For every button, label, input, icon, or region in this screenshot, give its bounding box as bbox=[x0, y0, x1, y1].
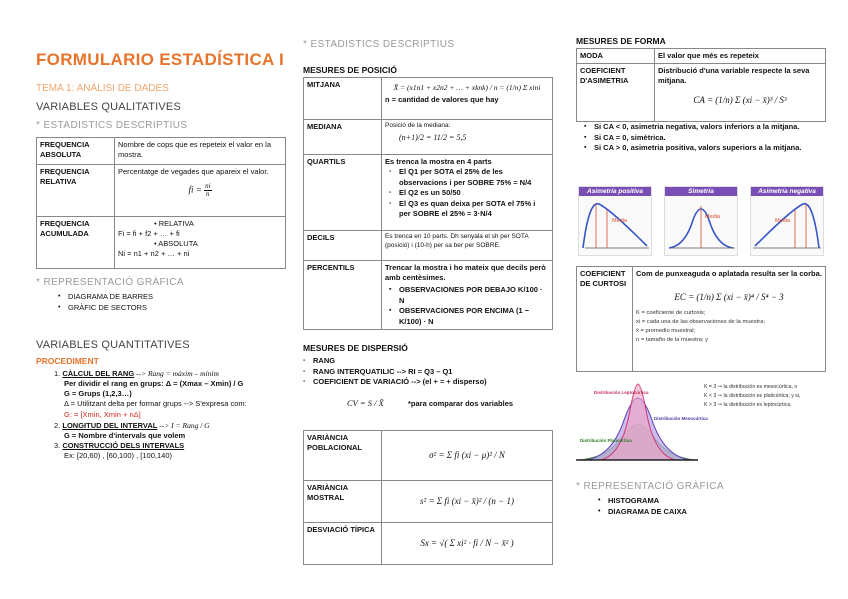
kurt-label-meso: Distribución Mesocúrtica bbox=[654, 416, 708, 421]
curt-legend-line: xi = cada una de las observaciones de la muestra; bbox=[636, 319, 766, 326]
table-row bbox=[304, 120, 553, 155]
ca-cell bbox=[655, 64, 826, 122]
cv-formula: CV = S / X̄ bbox=[347, 398, 384, 408]
table-row bbox=[577, 267, 826, 372]
curt-cell bbox=[633, 267, 826, 372]
asym-positive-figure bbox=[578, 186, 652, 256]
table-row bbox=[577, 49, 826, 64]
kurtosis-curves bbox=[576, 380, 708, 468]
quartils-list bbox=[385, 167, 549, 220]
mediana-key: MEDIANA bbox=[304, 120, 382, 155]
asym-positive-curve bbox=[579, 196, 651, 252]
vars-quant-heading: VARIABLES QUANTITATIVES bbox=[36, 339, 190, 351]
media-label: Media bbox=[775, 218, 790, 224]
desv-key: DESVIACIÓ TÍPICA bbox=[304, 523, 382, 565]
posicio-table bbox=[303, 77, 553, 330]
list-item: • DIAGRAMA DE BARRES bbox=[54, 292, 153, 303]
step-rest: --> Rang = màxim – mínim bbox=[134, 369, 219, 378]
asym-symmetric-figure bbox=[664, 186, 738, 256]
acum-rel-label: • RELATIVA bbox=[154, 219, 194, 228]
table-row bbox=[304, 231, 553, 261]
var-pob-key: VARIÀNCIA POBLACIONAL bbox=[304, 431, 382, 481]
step1-d: G: = [Xmin, Xmin + nΔ] bbox=[64, 409, 141, 419]
steps-block bbox=[54, 369, 286, 461]
page-title: FORMULARIO ESTADÍSTICA I bbox=[36, 50, 285, 69]
mitjana-cell bbox=[382, 78, 553, 120]
forma-table bbox=[576, 48, 826, 122]
graf-list bbox=[54, 292, 153, 313]
table-row bbox=[304, 481, 553, 523]
list-item: - El Q2 es un 50/50 bbox=[385, 188, 549, 199]
ca-key: COEFICIENT D'ASIMETRIA bbox=[577, 64, 655, 122]
asym-title: Asimetría negativa bbox=[751, 187, 823, 196]
step-2 bbox=[54, 421, 286, 431]
kurt-notes bbox=[704, 383, 826, 410]
formula-den: n bbox=[206, 190, 210, 199]
acum-abs-formula: Ni = n1 + n2 + … + ni bbox=[118, 249, 190, 259]
kurtosis-figure bbox=[576, 380, 826, 468]
kurt-note: K < 3 ⇒ la distribución es platicúrtica; y si, bbox=[704, 392, 801, 399]
step-num: 3. bbox=[54, 440, 61, 450]
ca-list bbox=[580, 122, 816, 154]
var-mos-key: VARIÀNCIA MOSTRAL bbox=[304, 481, 382, 523]
moda-val: El valor que més es repeteix bbox=[655, 49, 826, 64]
step-num: 2. bbox=[54, 420, 61, 430]
mediana-line1: Posició de la mediana: bbox=[385, 122, 451, 129]
step-3 bbox=[54, 441, 286, 451]
acum-abs-label: • ABSOLUTA bbox=[154, 239, 198, 249]
table-row bbox=[577, 64, 826, 122]
disp-list bbox=[299, 356, 487, 388]
moda-key: MODA bbox=[577, 49, 655, 64]
quartils-intro: Es trenca la mostra en 4 parts bbox=[385, 157, 492, 166]
asym-negative-figure bbox=[750, 186, 824, 256]
freq-acum-cell bbox=[115, 217, 286, 269]
list-item: - COEFICIENT DE VARIACIÓ --> (el + = + disperso) bbox=[299, 377, 487, 388]
quartils-cell bbox=[382, 155, 553, 231]
table-row bbox=[37, 138, 286, 165]
freq-acum-key: FREQUENCIA ACUMULADA bbox=[37, 217, 115, 269]
acum-rel-formula: Fi = fi + f2 + … + fi bbox=[118, 229, 180, 239]
mitjana-key: MITJANA bbox=[304, 78, 382, 120]
list-item: • HISTOGRAMA bbox=[594, 496, 687, 507]
freq-rel-val: Percentatge de vegades que apareix el valor. bbox=[118, 167, 269, 176]
freq-rel-key: FREQUENCIA RELATIVA bbox=[37, 165, 115, 217]
tema-heading: TEMA 1: ANÀLISI DE DADES bbox=[36, 83, 169, 94]
asym-symmetric-curve bbox=[665, 196, 737, 252]
step1-a: Per dividir el rang en grups: Δ = (Xmax – Xmin) / G bbox=[64, 379, 244, 389]
freq-rel-formula bbox=[118, 177, 282, 202]
formula-num: ni bbox=[205, 182, 211, 191]
cv-note: *para comparar dos variables bbox=[407, 399, 514, 408]
est-desc-heading: * ESTADISTICS DESCRIPTIUS bbox=[36, 120, 188, 131]
list-item: - El Q3 es quan deixa per SOTA el 75% i per SOBRE el 25% = 3·N/4 bbox=[385, 199, 549, 220]
curt-legend-line: x̄ = promedio muestral; bbox=[636, 328, 696, 335]
ca-val: Distribució d'una variable respecte la seva mitjana. bbox=[658, 66, 810, 86]
decils-key: DECILS bbox=[304, 231, 382, 261]
list-item: ▪ Si CA < 0, asimetria negativa, valors inferiors a la mitjana. bbox=[580, 122, 816, 133]
curtosi-table bbox=[576, 266, 826, 372]
list-item: • GRÀFIC DE SECTORS bbox=[54, 303, 153, 314]
step1-c: Δ = Utilitzant delta per formar grups --> S'expresa com: bbox=[64, 399, 247, 409]
formula-fraction bbox=[204, 183, 211, 198]
desv-cell bbox=[382, 523, 553, 565]
asym-title: Asimetría positiva bbox=[579, 187, 651, 196]
rep-graf-heading-2: * REPRESENTACIÓ GRÀFICA bbox=[576, 481, 724, 492]
freq-abs-val: Nombre de cops que es repeteix el valor en la mostra. bbox=[115, 138, 286, 165]
percentils-intro: Trencar la mostra i ho mateix que decils però amb centèsimes. bbox=[385, 263, 546, 283]
rep-graf-heading: * REPRESENTACIÓ GRÀFICA bbox=[36, 277, 184, 288]
curt-val: Com de punxeaguda o aplatada resulta ser la corba. bbox=[636, 269, 822, 278]
curt-legend-line: n = tamaño de la muestra; y bbox=[636, 337, 709, 344]
freq-rel-cell bbox=[115, 165, 286, 217]
formula-lhs: fi = bbox=[188, 184, 202, 195]
mesures-disp-heading: MESURES DE DISPERSIÓ bbox=[303, 343, 408, 353]
step-title: LONGITUD DEL INTERVAL bbox=[62, 420, 158, 430]
step2-a: G = Nombre d'intervals que volem bbox=[64, 430, 186, 440]
vars-qual-heading: VARIABLES QUALITATIVES bbox=[36, 101, 181, 113]
procediment-heading: PROCEDIMENT bbox=[36, 356, 99, 366]
percentils-list bbox=[385, 285, 549, 327]
var-mos-formula: s² = Σ fi (xi − x̄)² / (n − 1) bbox=[420, 496, 514, 507]
asym-title: Simetría bbox=[665, 187, 737, 196]
var-pob-formula: σ² = Σ fi (xi − μ)² / N bbox=[429, 450, 505, 461]
mediana-cell bbox=[382, 120, 553, 155]
cv-block bbox=[347, 398, 547, 408]
table-row bbox=[304, 431, 553, 481]
mesures-pos-heading: MESURES DE POSICIÓ bbox=[303, 65, 397, 75]
step-rest: --> I = Rang / G bbox=[157, 420, 210, 430]
decils-val: Es trenca en 10 parts. Dh senyala el sh per SOTA (posició) i (10-h) per sa ber per SOBRE. bbox=[382, 231, 553, 261]
mesures-forma-heading: MESURES DE FORMA bbox=[576, 36, 666, 46]
table-row bbox=[304, 155, 553, 231]
acum-rel-text: RELATIVA bbox=[158, 219, 194, 228]
mediana-line2: (n+1)/2 = 11/2 = 5,5 bbox=[399, 132, 467, 142]
curt-formula: EC = (1/n) Σ (xi − x̄)⁴ / S⁴ − 3 bbox=[674, 292, 784, 303]
list-item: ▪ Si CA > 0, asimetria positiva, valors superiors a la mitjana. bbox=[580, 143, 816, 154]
var-mos-cell bbox=[382, 481, 553, 523]
mitjana-note: n = cantidad de valores que hay bbox=[385, 95, 499, 105]
var-pob-cell bbox=[382, 431, 553, 481]
list-item: - RANG bbox=[299, 356, 487, 367]
kurt-note: K > 3 ⇒ la distribución es leptocúrtica. bbox=[704, 401, 792, 408]
curt-legend bbox=[636, 309, 822, 345]
curt-key: COEFICIENT DE CURTOSI bbox=[577, 267, 633, 372]
table-row bbox=[37, 165, 286, 217]
table-row bbox=[304, 523, 553, 565]
freq-abs-key: FREQUENCIA ABSOLUTA bbox=[37, 138, 115, 165]
asymmetry-figures bbox=[576, 186, 826, 258]
list-item: - RANG INTERQUATILIC --> RI = Q3 – Q1 bbox=[299, 367, 487, 378]
kurt-note: K = 3 ⇒ la distribución es mesocúrtica, o bbox=[704, 384, 798, 390]
freq-table bbox=[36, 137, 286, 269]
list-item: ▪ OBSERVACIONES POR DEBAJO K/100 · N bbox=[385, 285, 549, 306]
acum-abs-text: ABSOLUTA bbox=[158, 239, 198, 249]
step-title: CONSTRUCCIÓ DELS INTERVALS bbox=[62, 440, 185, 450]
desv-formula: Sx = √( Σ xi² · fi / N − x̄² ) bbox=[420, 538, 514, 549]
step-1 bbox=[54, 369, 286, 379]
list-item: ▪ OBSERVACIONES POR ENCIMA (1 − K/100) · N bbox=[385, 306, 549, 327]
list-item: ▪ Si CA = 0, simètrica. bbox=[580, 133, 816, 144]
dispersio-table bbox=[303, 430, 553, 565]
step1-b: G = Grups (1,2,3…) bbox=[64, 389, 132, 399]
step-num: 1. bbox=[54, 369, 61, 378]
quartils-key: QUARTILS bbox=[304, 155, 382, 231]
kurt-label-lepto: Distribución Leptocúrtica bbox=[594, 390, 649, 395]
ca-formula: CA = (1/n) Σ (xi − x̄)³ / S³ bbox=[693, 95, 787, 106]
est-desc-heading-2: * ESTADISTICS DESCRIPTIUS bbox=[303, 39, 455, 50]
kurt-label-plati: Distribución Platicúrtica bbox=[580, 438, 632, 443]
table-row bbox=[304, 78, 553, 120]
percentils-cell bbox=[382, 261, 553, 330]
list-item: • DIAGRAMA DE CAIXA bbox=[594, 507, 687, 518]
percentils-key: PERCENTILS bbox=[304, 261, 382, 330]
step-title: CÀLCUL DEL RANG bbox=[62, 369, 135, 378]
media-label: Media bbox=[705, 214, 720, 220]
table-row bbox=[304, 261, 553, 330]
step3-a: Ex: [20,60) , [60,100) , [100,140) bbox=[64, 451, 172, 460]
mitjana-formula: X̄ = (x1n1 + x2n2 + … + xknk) / n = (1/n) Σ xini bbox=[393, 83, 541, 92]
curt-legend-line: K = coeficiente de curtosis; bbox=[636, 310, 706, 317]
media-label: Media bbox=[612, 218, 627, 224]
asym-negative-curve bbox=[751, 196, 823, 252]
graf-list-2 bbox=[594, 496, 687, 517]
list-item: - El Q1 per SOTA el 25% de les observacions i per SOBRE 75% = N/4 bbox=[385, 167, 549, 188]
table-row bbox=[37, 217, 286, 269]
